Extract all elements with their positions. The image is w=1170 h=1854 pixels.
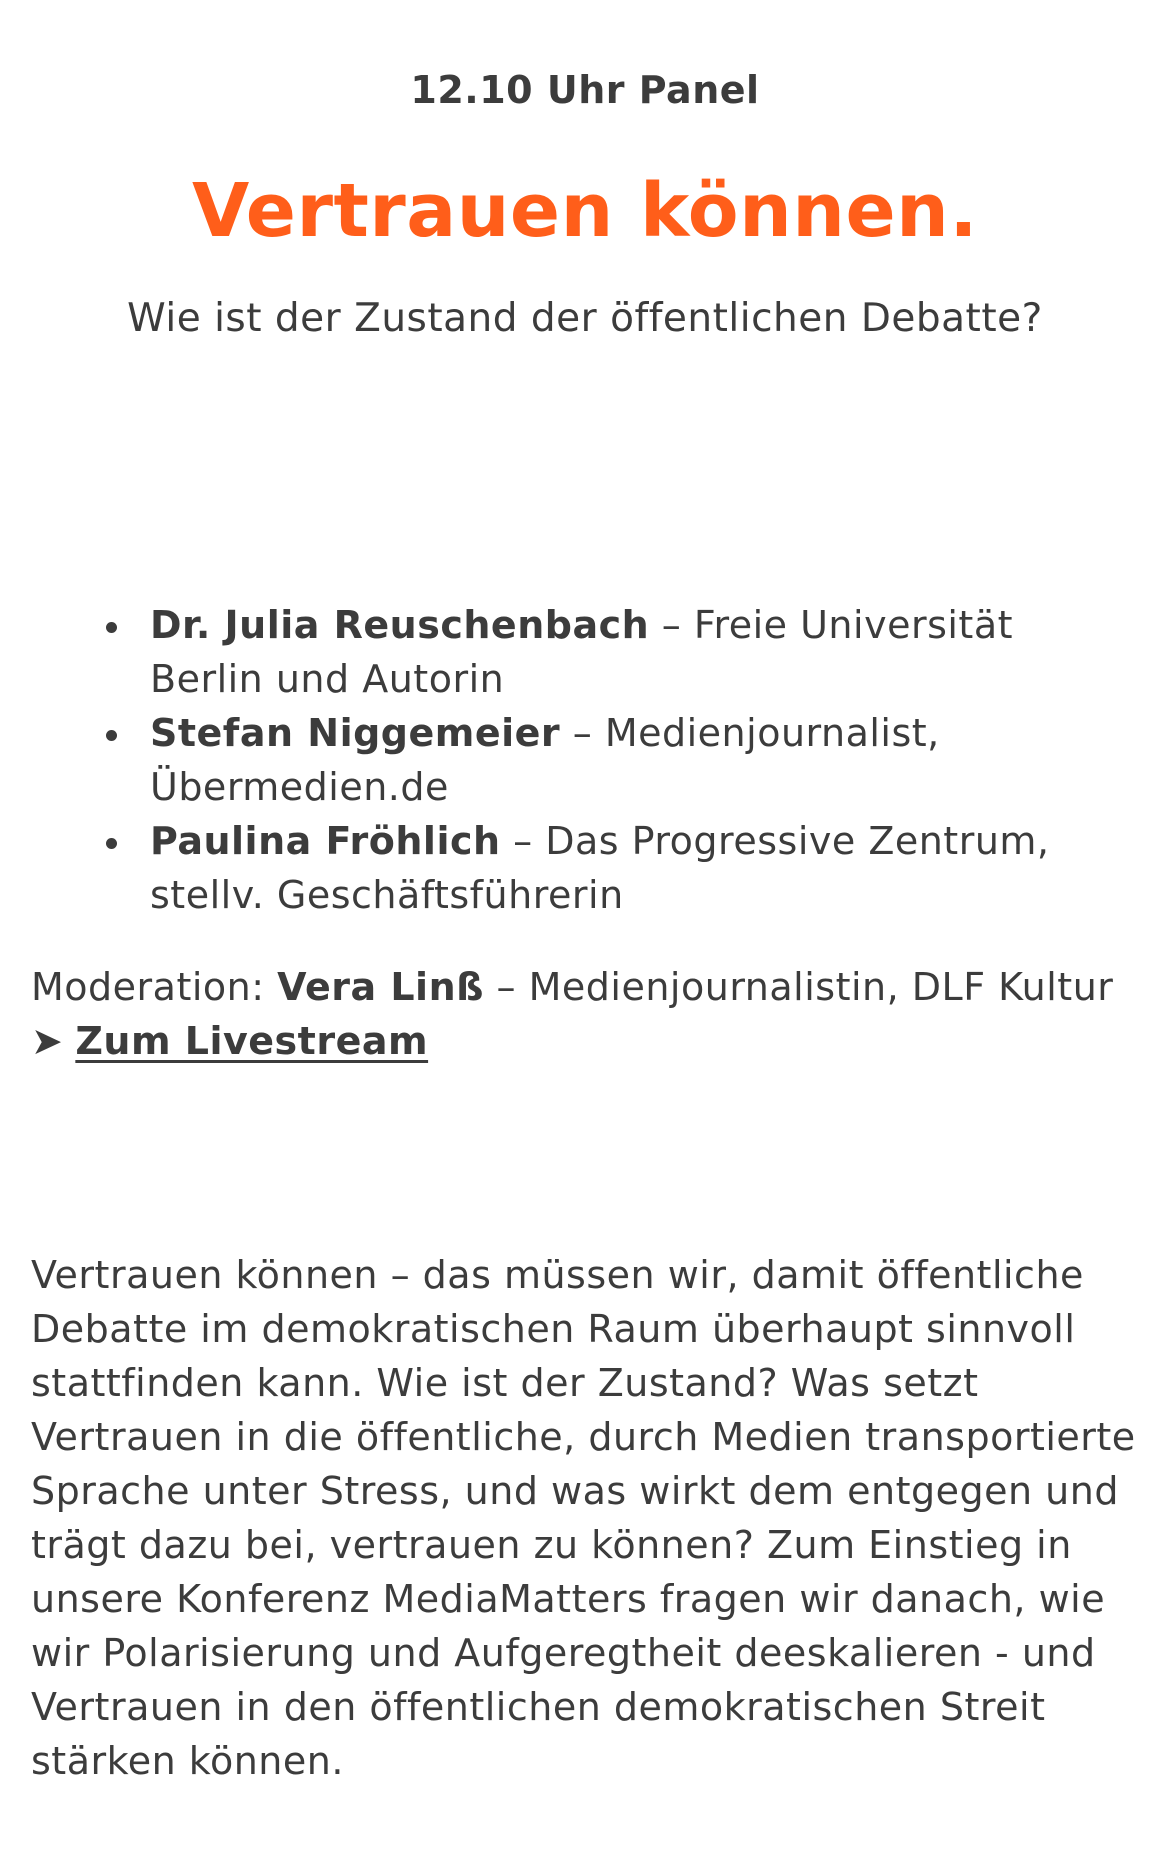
list-item xyxy=(150,598,1130,706)
panelist-name: Paulina Fröhlich xyxy=(150,819,501,863)
session-time-label: 12.10 Uhr Panel xyxy=(410,68,760,112)
list-item xyxy=(150,706,1130,814)
page-title: Vertrauen können. xyxy=(192,168,978,254)
list-item xyxy=(150,814,1130,922)
bullet-icon xyxy=(106,730,117,741)
livestream-row xyxy=(31,1014,428,1068)
livestream-link[interactable]: Zum Livestream xyxy=(75,1019,429,1063)
event-description: Vertrauen können – das müssen wir, damit öffentliche Debatte im demokratischen Raum überhaupt sinnvoll stattfinden kann. Wie ist der Zustand? Was setzt Vertrauen in die öffentliche, durch Medien transportierte Sprache unter Stress, und was wirkt dem entgegen und trägt dazu bei, vertrauen zu können? Zum Einstieg in unsere Konferenz MediaMatters fragen wir danach, wie wir Polarisierung und Aufgeregtheit deeskalieren - und Vertrauen in den öffentlichen demokratischen Streit stärken können. xyxy=(31,1253,1136,1783)
arrow-right-icon: ➤ xyxy=(31,1019,64,1063)
moderator-role: – Medienjournalistin, DLF Kultur xyxy=(483,965,1114,1009)
panelist-role: – Medienjournalist, Übermedien.de xyxy=(150,711,940,809)
panelist-list xyxy=(150,598,1130,922)
moderator-name: Vera Linß xyxy=(277,965,484,1009)
panelist-role: – Das Progressive Zentrum, stellv. Geschäftsführerin xyxy=(150,819,1050,917)
bullet-icon xyxy=(106,838,117,849)
page-subtitle: Wie ist der Zustand der öffentlichen Debatte? xyxy=(127,296,1043,341)
moderation-label: Moderation: xyxy=(31,965,278,1009)
panelist-name: Stefan Niggemeier xyxy=(150,711,561,755)
panelist-role: – Freie Universität Berlin und Autorin xyxy=(150,603,1014,701)
bullet-icon xyxy=(106,622,117,633)
moderation-line xyxy=(31,960,1141,1014)
panelist-name: Dr. Julia Reuschenbach xyxy=(150,603,650,647)
